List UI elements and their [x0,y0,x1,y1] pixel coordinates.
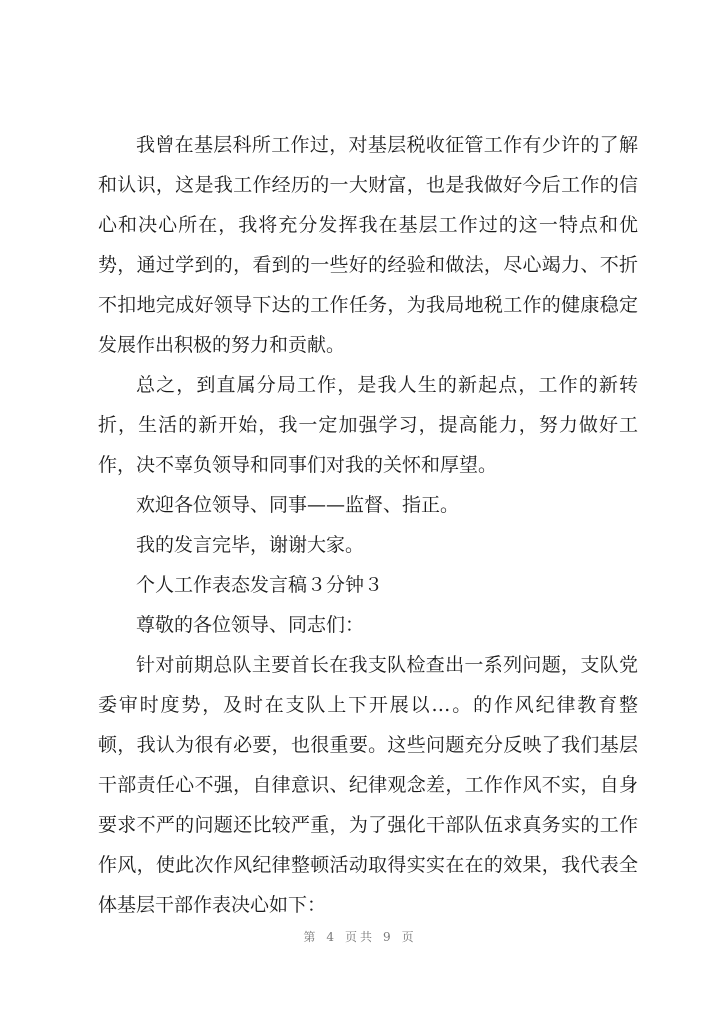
text-line: 干部责任心不强，自律意识、纪律观念差，工作作风不实，自身 [98,774,638,796]
text-line: 作，决不辜负领导和同事们对我的关怀和厚望。 [98,454,498,476]
text-line: 和认识，这是我工作经历的一大财富，也是我做好今后工作的信 [98,174,638,196]
text-line: 委审时度势，及时在支队上下开展以…。的作风纪律教育整 [98,694,638,716]
text-line: 势，通过学到的，看到的一些好的经验和做法，尽心竭力、不折 [98,254,638,276]
text-line: 欢迎各位领导、同事——监督、指正。 [136,494,460,516]
footer-middle: 页共 [344,930,375,944]
text-line: 发展作出积极的努力和贡献。 [98,334,346,356]
text-line: 不扣地完成好领导下达的工作任务，为我局地税工作的健康稳定 [98,294,638,316]
text-line: 顿，我认为很有必要，也很重要。这些问题充分反映了我们基层 [98,734,638,756]
page-footer [0,928,720,945]
footer-prefix: 第 [303,930,319,944]
section-title: 个人工作表态发言稿３分钟３ [136,574,384,596]
text-line: 我的发言完毕，谢谢大家。 [136,534,365,556]
text-line: 体基层干部作表决心如下： [98,894,327,916]
text-line: 总之，到直属分局工作，是我人生的新起点，工作的新转 [136,374,638,396]
salutation: 尊敬的各位领导、同志们： [136,614,365,636]
text-line: 我曾在基层科所工作过，对基层税收征管工作有少许的了解 [136,134,638,156]
footer-total-pages: 9 [383,930,394,944]
footer-page-number: 4 [326,930,337,944]
footer-suffix: 页 [401,930,417,944]
text-line: 折，生活的新开始，我一定加强学习，提高能力，努力做好工 [98,414,638,436]
text-line: 作风，使此次作风纪律整顿活动取得实实在在的效果，我代表全 [98,854,638,876]
text-line: 心和决心所在，我将充分发挥我在基层工作过的这一特点和优 [98,214,638,236]
text-line: 要求不严的问题还比较严重，为了强化干部队伍求真务实的工作 [98,814,638,836]
text-line: 针对前期总队主要首长在我支队检查出一系列问题，支队党 [136,654,638,676]
